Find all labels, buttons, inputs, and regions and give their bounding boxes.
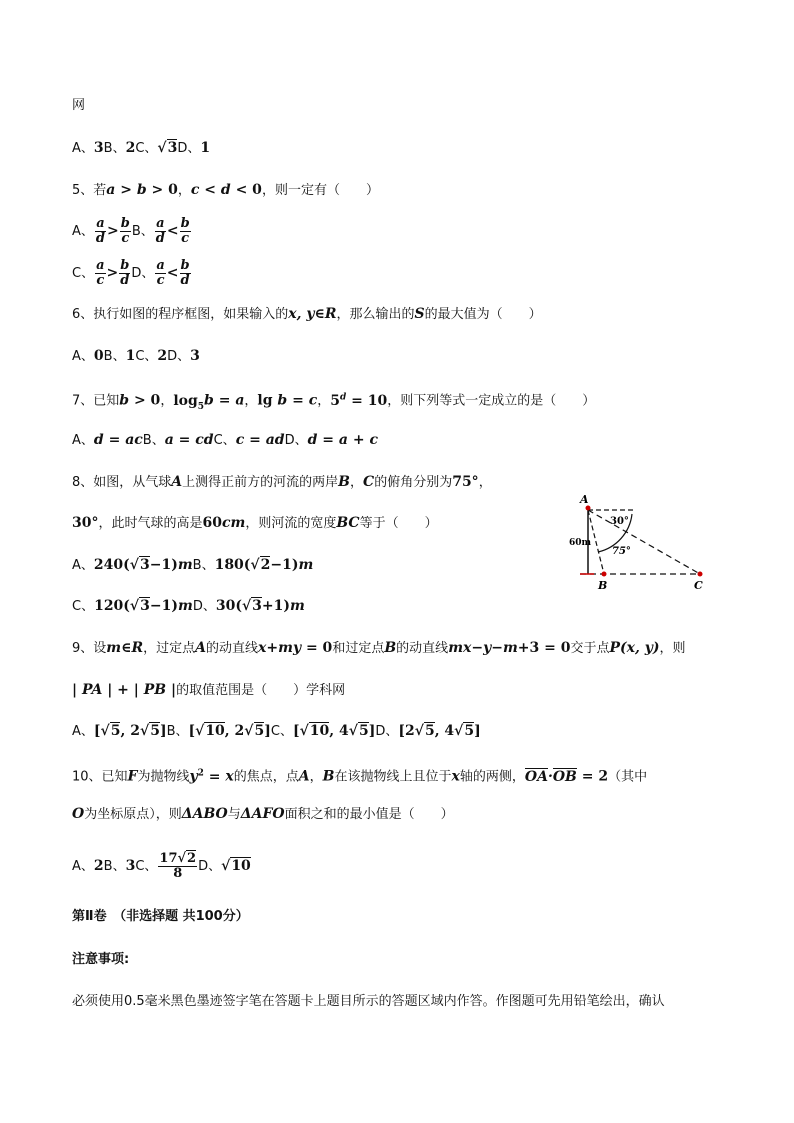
q5-stem: 5、若a > b > 0，c < d < 0，则一定有（ ）	[72, 182, 379, 198]
q6-stem: 6、执行如图的程序框图，如果输入的x, y∈R，那么输出的S的最大值为（ ）	[72, 306, 542, 322]
q10-stem-1: 10、已知F为抛物线$y^2 = x$的焦点，点A，B在该抛物线上且位于x轴的两侧，OA·OB = 2（其中	[72, 768, 648, 785]
q10-options: A、2B、3C、 $\frac{17√2}{8}$ D、√10	[72, 851, 251, 881]
q8-stem-1: 8、如图，从气球A上测得正前方的河流的两岸B，C的俯角分别为75°，	[72, 474, 492, 490]
header-fragment	[72, 96, 85, 116]
height-label: 60m	[569, 538, 592, 548]
q7-options: A、d = acB、a = cdC、c = adD、d = a + c	[72, 432, 378, 448]
notice-title: 注意事项:	[72, 952, 130, 967]
label-c: C	[694, 579, 703, 592]
q8-stem-2: 30°，此时气球的高是60cm，则河流的宽度BC等于（ ）	[72, 515, 438, 531]
q8-options-ab: A、240(√3−1)mB、180(√2−1)m	[72, 557, 314, 573]
balloon-river-figure	[560, 490, 720, 595]
label-a: A	[580, 493, 589, 506]
point-b-dot	[602, 572, 607, 577]
q5-options-cd: C、 $\frac{a}{c}$ > $\frac{b}{d}$ D、 $\frac{a}{c}$ < $\frac{b}{d}$	[72, 258, 190, 288]
q4-options: A、3B、2C、√3D、1	[72, 140, 211, 156]
q5-options-ab: A、 $\frac{a}{d}$ > $\frac{b}{c}$ B、 $\frac{a}{d}$ < $\frac{b}{c}$	[72, 216, 190, 246]
section-title: 第Ⅱ卷 （非选择题 共100分）	[72, 909, 249, 924]
point-c-dot	[698, 572, 703, 577]
notice-text: 必须使用0.5毫米黑色墨迹签字笔在答题卡上题目所示的答题区域内作答。作图题可先用铅笔绘出，确认	[72, 994, 665, 1009]
sight-line-c	[588, 510, 700, 574]
q9-stem-2: | PA | + | PB |的取值范围是（ ）学科网	[72, 682, 346, 698]
q10-stem-2: O为坐标原点），则ΔABO与ΔAFO面积之和的最小值是（ ）	[72, 806, 454, 822]
text-wang: 网	[72, 98, 86, 113]
q6-options: A、0B、1C、2D、3	[72, 348, 200, 364]
label-b: B	[598, 579, 608, 592]
q9-options: A、[√5, 2√5]B、[√10, 2√5]C、[√10, 4√5]D、[2√5, 4√5]	[72, 723, 481, 739]
angle-75-label: 75°	[612, 546, 631, 557]
q7-stem: 7、已知b > 0，$\log_5b = a$，lg b = c，$5^d = 10$，则下列等式一定成立的是（ ）	[72, 392, 596, 412]
point-a-dot	[586, 506, 591, 511]
q9-stem-1: 9、设m∈R，过定点A的动直线x+my = 0和过定点B的动直线mx−y−m+3 = 0交于点P(x, y)，则	[72, 640, 686, 656]
q8-options-cd: C、120(√3−1)mD、30(√3+1)m	[72, 598, 305, 614]
angle-30-label: 30°	[610, 516, 629, 527]
